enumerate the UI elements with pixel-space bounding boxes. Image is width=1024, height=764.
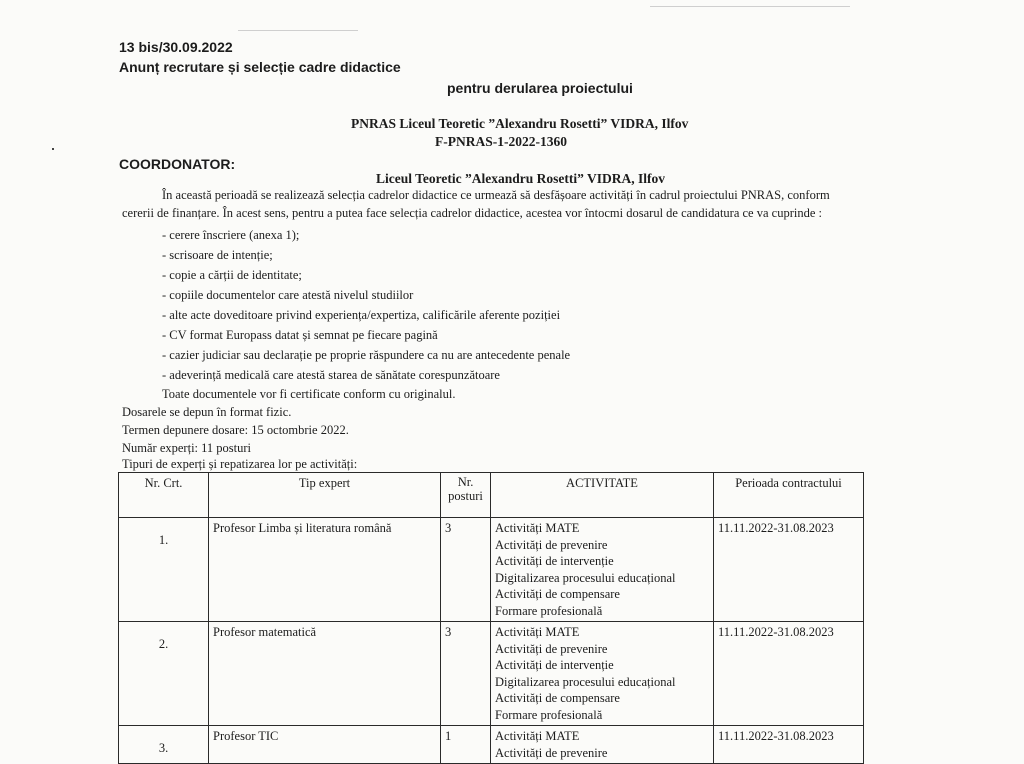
row-perioada: 11.11.2022-31.08.2023 — [714, 518, 864, 622]
header-nr-posturi — [441, 473, 491, 518]
activity-item: Activități de compensare — [495, 691, 620, 705]
experts-table — [118, 472, 864, 764]
activity-item: Activități de prevenire — [495, 537, 608, 552]
intro-paragraph-line1: În această perioadă se realizează selecția cadrelor didactice ce urmează să desfășoare activități în cadrul proiectului PNRAS, conform — [162, 188, 830, 202]
row-nr: 3. — [119, 726, 209, 764]
coordinator-name: Liceul Teoretic ”Alexandru Rosetti” VIDRA, Ilfov — [376, 171, 665, 186]
activity-item: Activități de compensare — [495, 587, 620, 601]
header-nr-posturi-line1: Nr. — [457, 475, 474, 489]
table-header-row — [119, 473, 864, 518]
project-name: PNRAS Liceul Teoretic ”Alexandru Rosetti” VIDRA, Ilfov — [351, 116, 689, 131]
row-nr: 2. — [119, 622, 209, 726]
row-posturi: 1 — [441, 726, 491, 764]
announcement-subtitle: pentru derularea proiectului — [447, 80, 633, 96]
activity-item: Activități MATE — [495, 625, 580, 639]
row-activitati — [491, 518, 714, 622]
scan-artifact — [650, 6, 850, 7]
intro-paragraph-line2: cererii de finanțare. În acest sens, pentru a putea face selecția cadrelor didactice, acestea vor întocmi dosarul de candidatura ce va cuprinde : — [122, 206, 822, 220]
activity-item: Formare profesională — [495, 707, 603, 722]
experts-count: Număr experți: 11 posturi — [122, 441, 252, 455]
row-perioada: 11.11.2022-31.08.2023 — [714, 726, 864, 764]
row-activitati — [491, 726, 714, 764]
row-tip-expert: Profesor TIC — [209, 726, 441, 764]
activity-item: Activități de intervenție — [495, 658, 614, 672]
row-tip-expert: Profesor Limba și literatura română — [209, 518, 441, 622]
table-row — [119, 726, 864, 764]
table-intro: Tipuri de experți și repatizarea lor pe activități: — [122, 457, 358, 471]
header-nr-posturi-line2: posturi — [448, 489, 483, 503]
document-item: - copie a cărții de identitate; — [162, 268, 302, 282]
row-nr: 1. — [119, 518, 209, 622]
activity-item: Activități de prevenire — [495, 641, 608, 656]
header-activitate: ACTIVITATE — [491, 473, 714, 518]
scan-artifact — [238, 30, 358, 31]
document-item: - alte acte doveditoare privind experiența/expertiza, calificările aferente poziției — [162, 308, 561, 322]
coordinator-label: COORDONATOR: — [119, 156, 236, 172]
submission-deadline: Termen depunere dosare: 15 octombrie 2022. — [122, 423, 349, 437]
scan-dot — [52, 148, 54, 150]
document-item: - cazier judiciar sau declarație pe proprie răspundere ca nu are antecedente penale — [162, 348, 571, 362]
document-reference: 13 bis/30.09.2022 — [119, 39, 233, 55]
activity-item: Digitalizarea procesului educațional — [495, 570, 676, 585]
row-tip-expert: Profesor matematică — [209, 622, 441, 726]
activity-item: Formare profesională — [495, 603, 603, 618]
header-tip-expert: Tip expert — [209, 473, 441, 518]
table-row — [119, 622, 864, 726]
submission-format: Dosarele se depun în format fizic. — [122, 405, 292, 419]
table-row — [119, 518, 864, 622]
activity-item: Activități MATE — [495, 729, 580, 743]
row-posturi: 3 — [441, 518, 491, 622]
document-item: - cerere înscriere (anexa 1); — [162, 228, 300, 242]
header-nr: Nr. Crt. — [119, 473, 209, 518]
document-item: - CV format Europass datat și semnat pe fiecare pagină — [162, 328, 438, 342]
row-perioada: 11.11.2022-31.08.2023 — [714, 622, 864, 726]
document-item: - copiile documentelor care atestă nivelul studiilor — [162, 288, 414, 302]
row-posturi: 3 — [441, 622, 491, 726]
activity-item: Activități de prevenire — [495, 745, 608, 760]
document-item: - adeverință medicală care atestă starea de sănătate corespunzătoare — [162, 368, 500, 382]
announcement-title: Anunț recrutare și selecție cadre didactice — [119, 59, 401, 75]
row-activitati — [491, 622, 714, 726]
header-perioada: Perioada contractului — [714, 473, 864, 518]
project-code: F-PNRAS-1-2022-1360 — [435, 134, 567, 149]
activity-item: Activități MATE — [495, 521, 580, 535]
activity-item: Activități de intervenție — [495, 554, 614, 568]
certification-note: Toate documentele vor fi certificate conform cu originalul. — [162, 387, 456, 401]
document-item: - scrisoare de intenție; — [162, 248, 273, 262]
activity-item: Digitalizarea procesului educațional — [495, 674, 676, 689]
